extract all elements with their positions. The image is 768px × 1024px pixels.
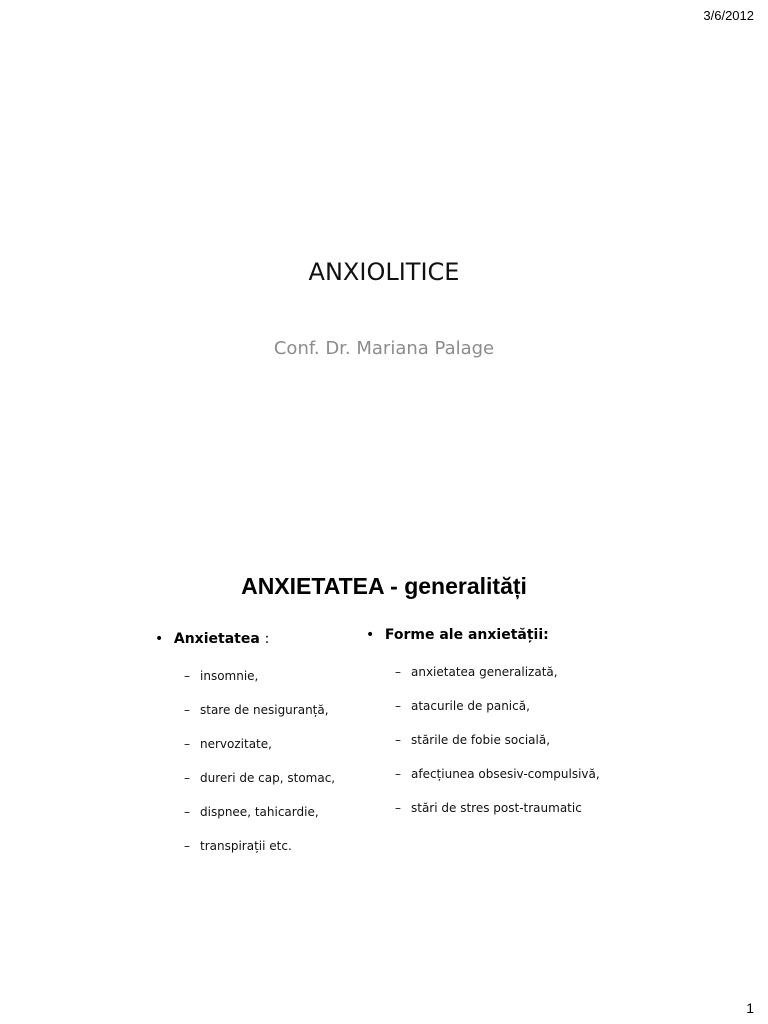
slide-subtitle: Conf. Dr. Mariana Palage: [273, 338, 495, 359]
list-item-text: nervozitate,: [200, 737, 272, 751]
dash-icon: –: [184, 737, 190, 751]
list-item-text: stări de stres post-traumatic: [411, 801, 582, 815]
dash-icon: –: [395, 801, 401, 815]
dash-icon: –: [395, 733, 401, 747]
left-heading-text: Anxietatea: [173, 631, 260, 647]
slide-title: ANXIOLITICE: [308, 258, 460, 286]
bullet-icon: •: [155, 631, 164, 647]
left-bullet-heading: [155, 631, 269, 647]
dash-icon: –: [184, 839, 190, 853]
right-heading-text: Forme ale anxietății:: [384, 627, 549, 643]
list-item-text: afecțiunea obsesiv-compulsivă,: [411, 767, 600, 781]
dash-icon: –: [395, 665, 401, 679]
list-item-text: stare de nesiguranță,: [200, 703, 329, 717]
list-item-text: transpirații etc.: [200, 839, 292, 853]
page-date: 3/6/2012: [703, 8, 754, 23]
list-item-text: insomnie,: [200, 669, 259, 683]
dash-icon: –: [395, 767, 401, 781]
dash-icon: –: [184, 703, 190, 717]
dash-icon: –: [395, 699, 401, 713]
right-bullet-heading: [366, 627, 549, 643]
content-slide-title: ANXIETATEA - generalități: [241, 573, 527, 599]
page-number: 1: [746, 1000, 754, 1016]
dash-icon: –: [184, 805, 190, 819]
content-slide: [0, 512, 768, 1024]
dash-icon: –: [184, 669, 190, 683]
dash-icon: –: [184, 771, 190, 785]
list-item-text: anxietatea generalizată,: [411, 665, 558, 679]
list-item-text: atacurile de panică,: [411, 699, 530, 713]
list-item-text: dispnee, tahicardie,: [200, 805, 319, 819]
left-heading-colon: :: [264, 631, 270, 647]
bullet-icon: •: [366, 627, 375, 643]
list-item-text: stările de fobie socială,: [411, 733, 551, 747]
list-item-text: dureri de cap, stomac,: [200, 771, 336, 785]
